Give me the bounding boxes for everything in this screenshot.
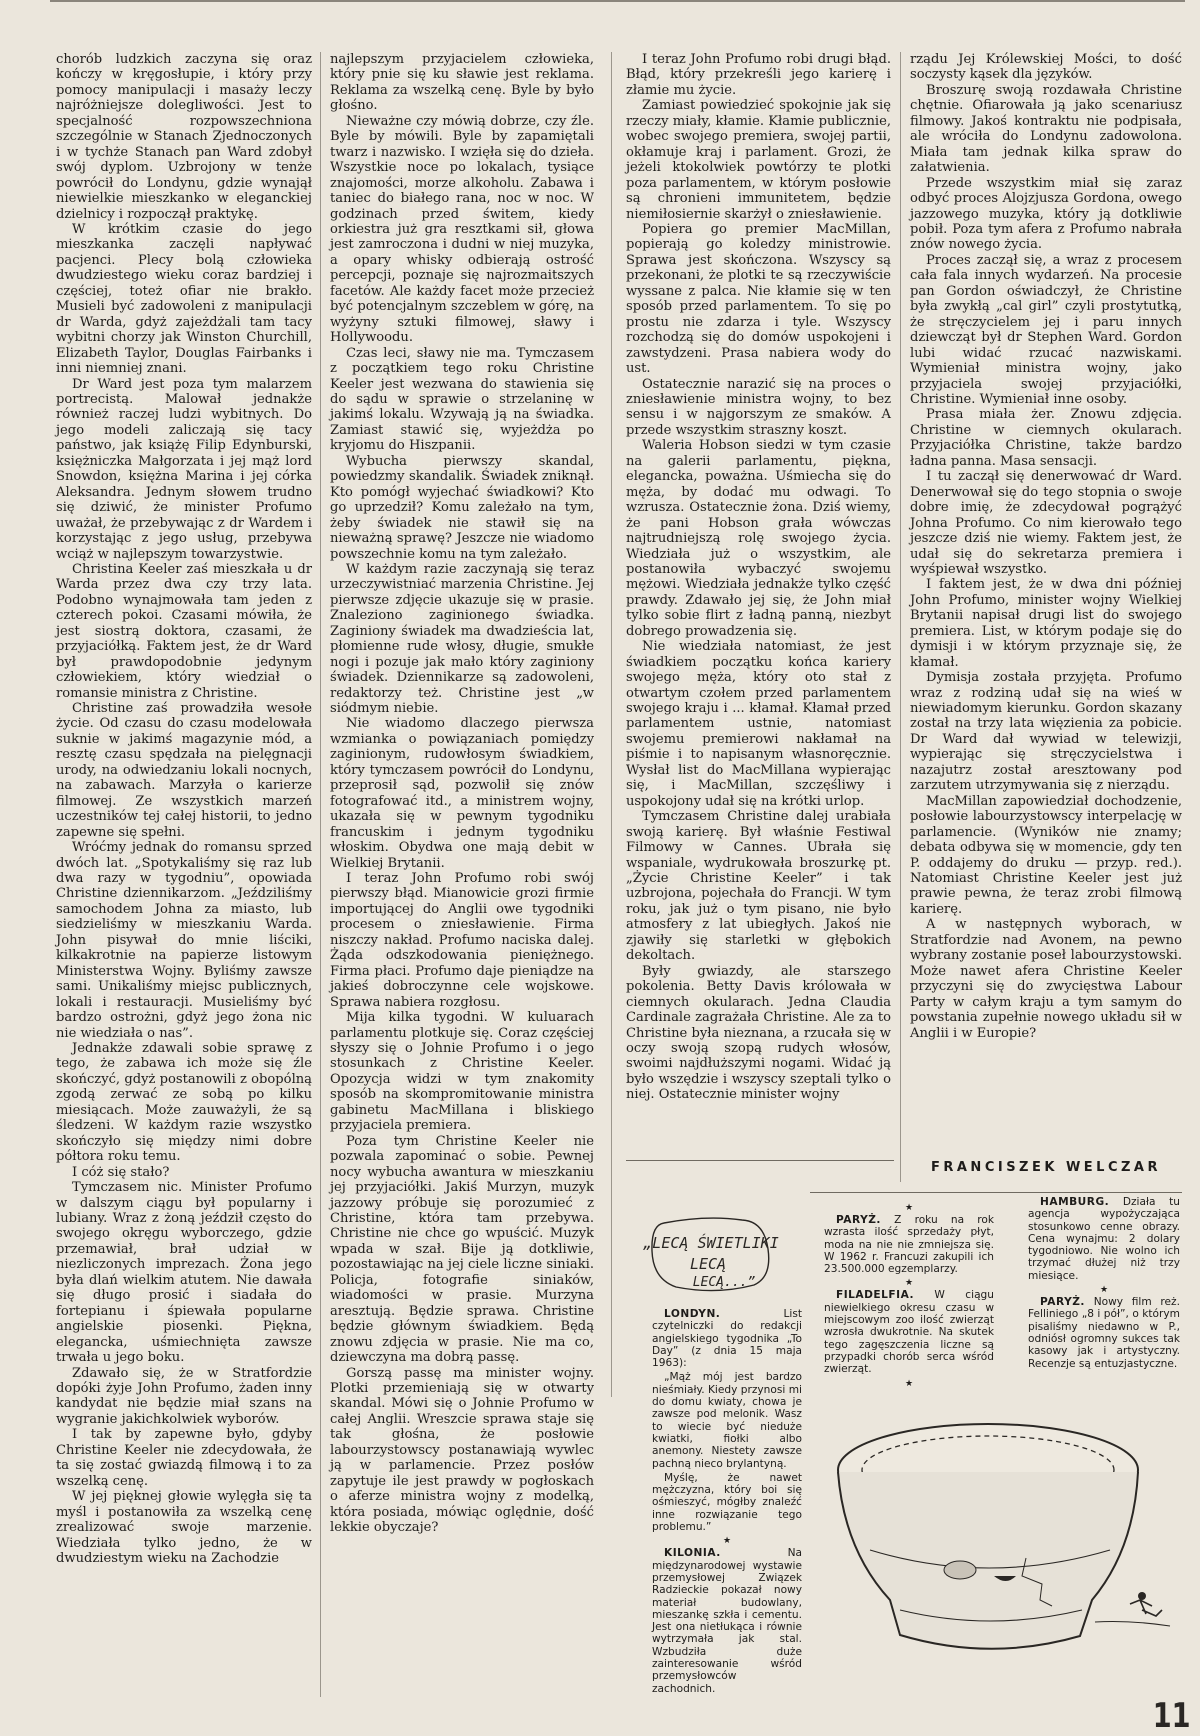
article-column-3 (626, 52, 891, 1397)
news-item-hamburg: HAMBURG. Działa tu agencja wypożyczająca stosunkowo cenne obrazy. Cena wynajmu: 2 dolary tygodniowo. Nie wolno ich trzymać dłużej niż trzy miesiące. (1028, 1196, 1180, 1282)
news-column-left (652, 1308, 802, 1695)
svg-text:„LECĄ ŚWIETLIKI: „LECĄ ŚWIETLIKI (643, 1234, 779, 1252)
sidebar-top-rule (810, 1192, 1182, 1193)
article-paragraph: Gorszą passę ma minister wojny. Plotki przemieniają się w otwarty skandal. Mówi się o Johnie Profumo w całej Anglii. Wreszcie sprawa staje się tak głośna, że posłowie labourzystowscy postanawiają wywlec ją w parlamencie. Przez posłów zapytuje ile jest prawdy w pogłoskach o aferze ministra wojny z modelką, która posiada, mówiąc oględnie, dość lekkie obyczaje? (330, 1365, 594, 1536)
article-paragraph: chorób ludzkich zaczyna się oraz kończy w kręgosłupie, i który przy pomocy manipulacji i masaży leczy najróżniejsze dolegliwości. Jest to specjalność rozpowszechniona szczególnie w Stanach Zjednoczonych i w tychże Stanach pan Ward zdobył swój dyplom. Uzbrojony w tenże powrócił do Londynu, gdzie wynajął niewielkie mieszkanko w eleganckiej dzielnicy i rozpoczął praktykę. (56, 52, 312, 222)
news-item-kilonia: KILONIA. Na międzynarodowej wystawie przemysłowej Związek Radzieckie pokazał nowy materiał budowlany, mieszankę szkła i cementu. Jest ona nietłukąca i równie wytrzymała jak stal. Wzbudziła duże zainteresowanie wśród przemysłowców zachodnich. (652, 1547, 802, 1695)
article-paragraph: Nieważne czy mówią dobrze, czy źle. Byle by mówili. Byle by zapamiętali twarz i nazwisko. I wzięła się do dzieła. Wszystkie noce po lokalach, tysiące znajomości, morze alkoholu. Zabawa i taniec do białego rana, noc w noc. W godzinach przed świtem, kiedy orkiestra już gra resztkami sił, głowa jest zamroczona i dudni w niej muzyka, a opary whisky odbierają ostrość percepcji, poznaje się najrozmaitszych facetów. Ale każdy facet może przecież być potencjalnym szczeblem w górę, na wyżyny sztuki filmowej, sławy i Hollywoodu. (330, 113, 594, 346)
svg-text:LECĄ: LECĄ (689, 1255, 727, 1273)
news-quote: Myślę, że nawet mężczyzna, który boi się ośmieszyć, mógłby znaleźć inne rozwiązanie tego problemu.” (652, 1471, 802, 1534)
star-separator: ★ (904, 1378, 914, 1389)
page-number: 11 (1152, 1696, 1191, 1736)
sidebar-logo (643, 1215, 779, 1295)
news-quote: „Mąż mój jest bardzo nieśmiały. Kiedy przynosi mi do domu kwiaty, chowa je zawsze pod melonik. Wasz to wiecie być nieduże kwiatki, fiołki albo anemony. Niestety zawsze pachną nieco brylantyną. (652, 1371, 802, 1470)
article-paragraph: Nie wiadomo dlaczego pierwsza wzmianka o powiązaniach pomiędzy zaginionym, rudowłosym świadkiem, który tymczasem powrócił do Londynu, przeprosił sąd, pozwolił się znów fotografować itd., a ministrem wojny, ukazała się w pewnym tygodniku francuskim i jednym tygodniku włoskim. Obydwa one mają debit w Wielkiej Brytanii. (330, 716, 594, 871)
article-paragraph: rządu Jej Królewskiej Mości, to dość soczysty kąsek dla języków. (910, 52, 1182, 83)
article-paragraph: Zamiast powiedzieć spokojnie jak się rzeczy miały, kłamie. Kłamie publicznie, wobec swojego premiera, swojej partii, okłamuje kraj i parlament. Grozi, że jeżeli ktokolwiek powtórzy te plotki poza parlamentem, w którym posłowie są chronieni immunitetem, będzie niemiłosiernie skarżył o zniesławienie. (626, 98, 891, 222)
star-separator: ★ (1099, 1285, 1109, 1296)
column-divider (611, 52, 612, 1397)
article-end-rule (626, 1160, 894, 1161)
svg-text:LECĄ...”: LECĄ...” (692, 1275, 756, 1290)
column-divider (320, 52, 321, 1697)
article-paragraph: Dymisja została przyjęta. Profumo wraz z rodziną udał się na wieś w niewiadomym kierunku. Gordon skazany został na trzy lata więzienia za pobicie. Dr Ward dał wywiad w telewizji, wypierając się stręczycielstwa i nazajutrz został aresztowany pod zarzutem utrzymywania się z nierządu. (910, 670, 1182, 794)
star-separator: ★ (904, 1203, 914, 1213)
article-author: FRANCISZEK WELCZAR (930, 1160, 1162, 1175)
article-paragraph: Christine zaś prowadziła wesołe życie. Od czasu do czasu modelowała suknie w jakimś magazynie mód, a resztę czasu spędzała na pielęgnacji urody, na odwiedzaniu lokali nocnych, na zabawach. Marzyła o karierze filmowej. Ze wszystkich marzeń uczestników tej całej historii, to jedno zapewne się spełni. (56, 701, 312, 840)
news-item-paryz: PARYŻ. Z roku na rok wzrasta ilość sprzedaży płyt, moda na nie nie zmniejsza się. W 1962 r. Francuzi zakupili ich 23.500.000 egzemplarzy. (824, 1214, 994, 1276)
article-paragraph: Mija kilka tygodni. W kuluarach parlamentu plotkuje się. Coraz częściej słyszy się o Johnie Profumo i o jego stosunkach z Christine Keeler. Opozycja widzi w tym znakomity sposób na skompromitowanie ministra gabinetu MacMillana i bliskiego przyjaciela premiera. (330, 1010, 594, 1134)
news-item-paryz: PARYŻ. Nowy film reż. Felliniego „8 i pół”, o którym pisaliśmy niedawno w P., odniósł ogromny sukces tak kasowy jak i artystyczny. Recenzje są entuzjastyczne. (1028, 1296, 1180, 1370)
news-column-middle (824, 1202, 994, 1402)
article-paragraph: W jej pięknej głowie wylęgła się ta myśl i postanowiła za wszelką cenę zrealizować swoje marzenie. Wiedziała tylko jedno, że w dwudziestym wieku na Zachodzie (56, 1489, 312, 1566)
article-paragraph: Wybucha pierwszy skandal, powiedzmy skandalik. Świadek zniknął. Kto pomógł wyjechać świadkowi? Kto go uprzedził? Komu zależało na tym, żeby świadek nie stawił się na nieważną sprawę? Jeszcze nie wiadomo powszechnie komu na tym zależało. (330, 453, 594, 562)
article-paragraph: Nie wiedziała natomiast, że jest świadkiem początku końca kariery swojego męża, który oto stał z otwartym czołem przed parlamentem swojego kraju i ... kłamał. Kłamał przed parlamentem ustnie, natomiast swojemu premierowi nakłamał na piśmie i to napisanym własnoręcznie. Wysłał list do MacMillana wypierając się, i MacMillan, szczęśliwy i uspokojony udał się na krótki urlop. (626, 639, 891, 809)
article-paragraph: najlepszym przyjacielem człowieka, który pnie się ku sławie jest reklama. Reklama za wszelką cenę. Byle by było głośno. (330, 52, 594, 114)
column-divider (900, 52, 901, 1182)
article-column-2 (330, 52, 594, 1697)
article-paragraph: Tymczasem nic. Minister Profumo w dalszym ciągu był popularny i lubiany. Wraz z żoną jeździł często do swojego okręgu wyborczego, gdzie przemawiał, brał udział w niezliczonych imprezach. Żona jego była dlań wielkim atutem. Nie dawała się długo prosić i siadała do fortepianu i śpiewała popularne angielskie piosenki. Piękna, elegancka, uśmiechnięta zawsze trwała u jego boku. (56, 1180, 312, 1366)
article-paragraph: Christina Keeler zaś mieszkała u dr Warda przez dwa czy trzy lata. Podobno wynajmowała tam jeden z czterech pokoi. Czasami mówiła, że jest siostrą doktora, czasami, że przyjaciółką. Faktem jest, że dr Ward był prawdopodobnie jedynym człowiekiem, który wiedział o romansie ministra z Christine. (56, 561, 312, 701)
ashtray-illustration (830, 1400, 1185, 1680)
article-paragraph: A w następnych wyborach, w Stratfordzie nad Avonem, na pewno wybrany zostanie poseł labourzystowski. Może nawet afera Christine Keeler przyczyni się do zwycięstwa Labour Party w całym kraju a tym samym do powstania zupełnie nowego układu sił w Anglii i w Europie? (910, 917, 1182, 1041)
article-paragraph: Wróćmy jednak do romansu sprzed dwóch lat. „Spotykaliśmy się raz lub dwa razy w tygodniu”, opowiada Christine dziennikarzom. „Jeździliśmy samochodem Johna za miasto, lub siedzieliśmy w mieszkaniu Warda. John pisywał do mnie liściki, kilkakrotnie na papierze listowym Ministerstwa Wojny. Byliśmy zawsze sami. Unikaliśmy miejsc publicznych, lokali i restauracji. Musieliśmy być bardzo ostrożni, gdyż jego żona nic nie wiedziała o nas”. (56, 840, 312, 1041)
article-column-1 (56, 52, 312, 1697)
article-paragraph: Zdawało się, że w Stratfordzie dopóki żyje John Profumo, żaden inny kandydat nie będzie miał szans na wygranie jakichkolwiek wyborów. (56, 1365, 312, 1427)
article-paragraph: I faktem jest, że w dwa dni później John Profumo, minister wojny Wielkiej Brytanii napisał drugi list do swojego premiera. List, w którym podaje się do dymisji i w którym przyznaje się, że kłamał. (910, 577, 1182, 670)
article-paragraph: Tymczasem Christine dalej urabiała swoją karierę. Był właśnie Festiwal Filmowy w Cannes. Ubrała się wspaniale, wydrukowała broszurkę pt. „Życie Christine Keeler” i tak uzbrojona, pojechała do Francji. W tym roku, jak już o tym pisano, nie było atmosfery z lat ubiegłych. Jakoś nie zjawiły się starletki w głębokich dekoltach. (626, 809, 891, 964)
article-paragraph: Poza tym Christine Keeler nie pozwala zapominać o sobie. Pewnej nocy wybucha awantura w mieszkaniu jej przyjaciółki. Jakiś Murzyn, muzyk jazzowy próbuje się porozumieć z Christine, która tam przebywa. Christine nie chce go wpuścić. Muzyk wpada w szał. Bije ją dotkliwie, pozostawiając na jej ciele liczne siniaki. Policja, fotografie siniaków, wiadomości w prasie. Murzyna aresztują. Będzie sprawa. Christine będzie głównym świadkiem. Będą znowu zdjęcia w prasie. Nie ma co, dziewczyna ma dobrą passę. (330, 1133, 594, 1366)
article-paragraph: Prasa miała żer. Znowu zdjęcia. Christine w ciemnych okularach. Przyjaciółka Christine, także bardzo ładna panna. Masa sensacji. (910, 407, 1182, 469)
article-paragraph: MacMillan zapowiedział dochodzenie, posłowie labourzystowscy interpelację w parlamencie. (Wyników nie znamy; debata odbywa się w momencie, gdy ten P. oddajemy do druku — przyp. red.). Natomiast Christine Keeler jest już prawie pewna, że teraz zrobi filmową karierę. (910, 793, 1182, 917)
article-paragraph: I tu zaczął się denerwować dr Ward. Denerwował się do tego stopnia o swoje dobre imię, że zdecydował pogrążyć Johna Profumo. Co nim kierowało tego jeszcze dziś nie wiemy. Faktem jest, że udał się do sekretarza premiera i wyśpiewał wszystko. (910, 469, 1182, 577)
article-paragraph: Proces zaczął się, a wraz z procesem cała fala innych wydarzeń. Na procesie pan Gordon oświadczył, że Christine była zwykłą „cal girl” czyli prostytutką, że stręczycielem jej i paru innych dziewcząt był dr Stephen Ward. Gordon lubi widać rzucać nazwiskami. Wymieniał ministra wojny, jako przyjaciela swojej przyjaciółki, Christine. Wymieniał inne osoby. (910, 252, 1182, 407)
article-paragraph: I teraz John Profumo robi drugi błąd. Błąd, który przekreśli jego karierę i złamie mu życie. (626, 52, 891, 98)
article-paragraph: Czas leci, sławy nie ma. Tymczasem z początkiem tego roku Christine Keeler jest wezwana do stawienia się do sądu w sprawie o strzelaninę w jakimś lokalu. Wzywają ją na świadka. Zamiast stawić się, wyjeżdża po kryjomu do Hiszpanii. (330, 345, 594, 454)
star-separator: ★ (722, 1536, 732, 1547)
article-paragraph: W każdym razie zaczynają się teraz urzeczywistniać marzenia Christine. Jej pierwsze zdjęcie ukazuje się w prasie. Znaleziono zaginionego świadka. Zaginiony świadek ma dwadzieścia lat, płomienne rude włosy, długie, smukłe nogi i pozuje jak mało który zaginiony świadek. Dziennikarze są zadowoleni, redaktorzy też. Christine jest „w siódmym niebie. (330, 561, 594, 717)
article-paragraph: I tak by zapewne było, gdyby Christine Keeler nie zdecydowała, że ta się zostać gwiazdą filmową i to za wszelką cenę. (56, 1427, 312, 1489)
article-paragraph: Jednakże zdawali sobie sprawę z tego, że zabawa ich może się źle skończyć, gdyż postanowili z obopólną zgodą zerwać ze sobą po kilku miesiącach. Może zauważyli, że są śledzeni. W każdym razie wszystko skończyło się między nimi dobre półtora roku temu. (56, 1041, 312, 1165)
article-paragraph: Popiera go premier MacMillan, popierają go koledzy ministrowie. Sprawa jest skończona. Wszyscy są przekonani, że plotki te są rzeczywiście wyssane z palca. Nie kłamie się w ten sposób przed parlamentem. To się po prostu nie zdarza i tyle. Wszyscy rozchodzą się do domów uspokojeni i zawstydzeni. Prasa nabiera wody do ust. (626, 221, 891, 377)
article-paragraph: I teraz John Profumo robi swój pierwszy błąd. Mianowicie grozi firmie importującej do Anglii owe tygodniki procesem o zniesławienie. Firma niszczy nakład. Profumo naciska dalej. Żąda odszkodowania pieniężnego. Firma płaci. Profumo daje pieniądze na jakieś dobroczynne cele wojskowe. Sprawa nabiera rozgłosu. (330, 871, 594, 1010)
article-paragraph: Były gwiazdy, ale starszego pokolenia. Betty Davis królowała w ciemnych okularach. Jedna Claudia Cardinale zagrażała Christine. Ale za to Christine była nieznana, a rzucała się w oczy swoją szopą rudych włosów, swoimi najdłuższymi nogami. Widać ją było wszędzie i wszyscy szeptali tylko o niej. Ostatecznie minister wojny (626, 963, 891, 1103)
news-item-filadelfia: FILADELFIA. W ciągu niewielkiego okresu czasu w miejscowym zoo ilość zwierząt wzrosła dwukrotnie. Na skutek tego zagęszczenia liczne są przypadki chorób serca wśród zwierząt. (824, 1289, 994, 1376)
article-paragraph: Broszurę swoją rozdawała Christine chętnie. Ofiarowała ją jako scenariusz filmowy. Jakoś kontraktu nie podpisała, ale wróciła do Londynu zadowolona. Miała tam jednak kilka spraw do załatwienia. (910, 82, 1182, 176)
top-border (50, 0, 1185, 2)
article-paragraph: Przede wszystkim miał się zaraz odbyć proces Alojzjusza Gordona, owego jazzowego muzyka, który ją dotkliwie pobił. Poza tym afera z Profumo nabrała znów nowego życia. (910, 175, 1182, 253)
article-paragraph: W krótkim czasie do jego mieszkanka zaczęli napływać pacjenci. Plecy bolą człowieka dwudziestego wieku coraz bardziej i częściej, toteż ofiar nie brakło. Musieli być zadowoleni z manipulacji dr Warda, gdyż zajeżdżali tam tacy wybitni chorzy jak Winston Churchill, Elizabeth Taylor, Douglas Fairbanks i inni niemniej znani. (56, 221, 312, 377)
article-paragraph: Dr Ward jest poza tym malarzem portrecistą. Malował jednakże również raczej ludzi wybitnych. Do jego modeli zaliczają się tacy państwo, jak książę Filip Edynburski, księżniczka Małgorzata i jej mąż lord Snowdon, księżna Marina i jej córka Aleksandra. Jednym słowem trudno się dziwić, że minister Profumo uważał, że przebywając z dr Wardem i korzystając z jego usług, przebywa wciąż w najlepszym towarzystwie. (56, 376, 312, 562)
article-paragraph: Waleria Hobson siedzi w tym czasie na galerii parlamentu, piękna, elegancka, poważna. Uśmiecha się do męża, by dodać mu odwagi. To wzrusza. Ostatecznie żona. Dziś wiemy, że pani Hobson grała wówczas najtrudniejszą rolę swojego życia. Wiedziała już o wszystkim, ale postanowiła wybaczyć swojemu mężowi. Wiedziała jednakże tylko część prawdy. Zdawało jej się, że John miał tylko sobie flirt z ładną panną, niezbyt dobrego prowadzenia się. (626, 438, 891, 639)
article-paragraph: I cóż się stało? (72, 1164, 170, 1180)
star-separator: ★ (904, 1278, 914, 1289)
news-item-london: LONDYN. List czytelniczki do redakcji angielskiego tygodnika „To Day” (z dnia 15 maja 1963): (652, 1308, 802, 1370)
article-paragraph: Ostatecznie narazić się na proces o zniesławienie ministra wojny, to bez sensu i w najgorszym ze smaków. A przede wszystkim straszny koszt. (626, 376, 891, 438)
news-column-right (1028, 1196, 1180, 1396)
